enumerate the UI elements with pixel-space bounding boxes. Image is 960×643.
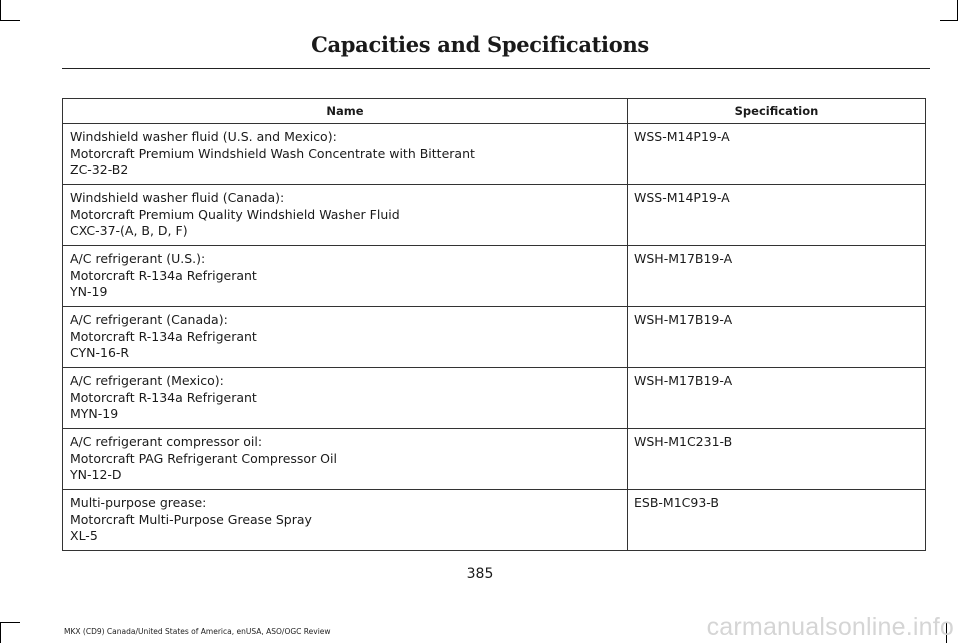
name-line: ZC-32-B2 (70, 162, 129, 177)
name-line: Motorcraft Premium Quality Windshield Washer Fluid (70, 206, 400, 222)
crop-mark-top-left-v (0, 0, 1, 20)
table-row (63, 246, 926, 307)
name-cell (63, 307, 628, 368)
table-row (63, 307, 926, 368)
table-row (63, 185, 926, 246)
table-row (63, 368, 926, 429)
table-row (63, 490, 926, 551)
name-line: XL-5 (70, 528, 98, 543)
name-cell (63, 429, 628, 490)
name-cell (63, 185, 628, 246)
name-line: CYN-16-R (70, 345, 130, 360)
specification-cell: WSH-M1C231-B (628, 429, 926, 490)
table-row (63, 429, 926, 490)
specification-cell: WSH-M17B19-A (628, 246, 926, 307)
specification-cell: WSH-M17B19-A (628, 368, 926, 429)
name-line: Motorcraft PAG Refrigerant Compressor Oil (70, 450, 337, 466)
crop-mark-top-left-h (0, 20, 20, 21)
name-line: Windshield washer fluid (U.S. and Mexico): (70, 129, 337, 144)
table-row (63, 124, 926, 185)
name-line: Motorcraft R-134a Refrigerant (70, 389, 257, 405)
crop-mark-bottom-left-h (0, 622, 20, 623)
name-line: Motorcraft Premium Windshield Wash Concentrate with Bitterant (70, 145, 475, 161)
watermark: carmanualsonline.info (706, 613, 954, 641)
name-line: A/C refrigerant (Canada): (70, 312, 228, 327)
name-line: A/C refrigerant compressor oil: (70, 434, 263, 449)
name-line: CXC-37-(A, B, D, F) (70, 223, 188, 238)
column-header-name: Name (63, 99, 628, 124)
name-line: YN-12-D (70, 467, 122, 482)
name-line: Motorcraft R-134a Refrigerant (70, 328, 257, 344)
name-line: Motorcraft Multi-Purpose Grease Spray (70, 511, 312, 527)
name-cell (63, 368, 628, 429)
name-line: A/C refrigerant (U.S.): (70, 251, 206, 266)
crop-mark-top-right-v (957, 0, 958, 20)
specification-cell: ESB-M1C93-B (628, 490, 926, 551)
name-line: YN-19 (70, 284, 108, 299)
name-line: A/C refrigerant (Mexico): (70, 373, 224, 388)
specification-cell: WSS-M14P19-A (628, 124, 926, 185)
name-cell (63, 124, 628, 185)
name-line: Multi-purpose grease: (70, 495, 207, 510)
column-header-specification: Specification (628, 99, 926, 124)
crop-mark-bottom-left-v (0, 622, 1, 643)
specification-cell: WSH-M17B19-A (628, 307, 926, 368)
name-cell (63, 246, 628, 307)
footer-text: MKX (CD9) Canada/United States of America, enUSA, ASO/OGC Review (64, 627, 331, 636)
name-line: Windshield washer fluid (Canada): (70, 190, 285, 205)
page-number: 385 (466, 566, 494, 582)
page-title: Capacities and Specifications (311, 32, 649, 57)
crop-mark-top-right-h (940, 20, 958, 21)
title-rule (62, 68, 930, 69)
specification-cell: WSS-M14P19-A (628, 185, 926, 246)
name-cell (63, 490, 628, 551)
table-header-row (63, 99, 926, 124)
name-line: MYN-19 (70, 406, 119, 421)
name-line: Motorcraft R-134a Refrigerant (70, 267, 257, 283)
specifications-table (62, 98, 926, 551)
